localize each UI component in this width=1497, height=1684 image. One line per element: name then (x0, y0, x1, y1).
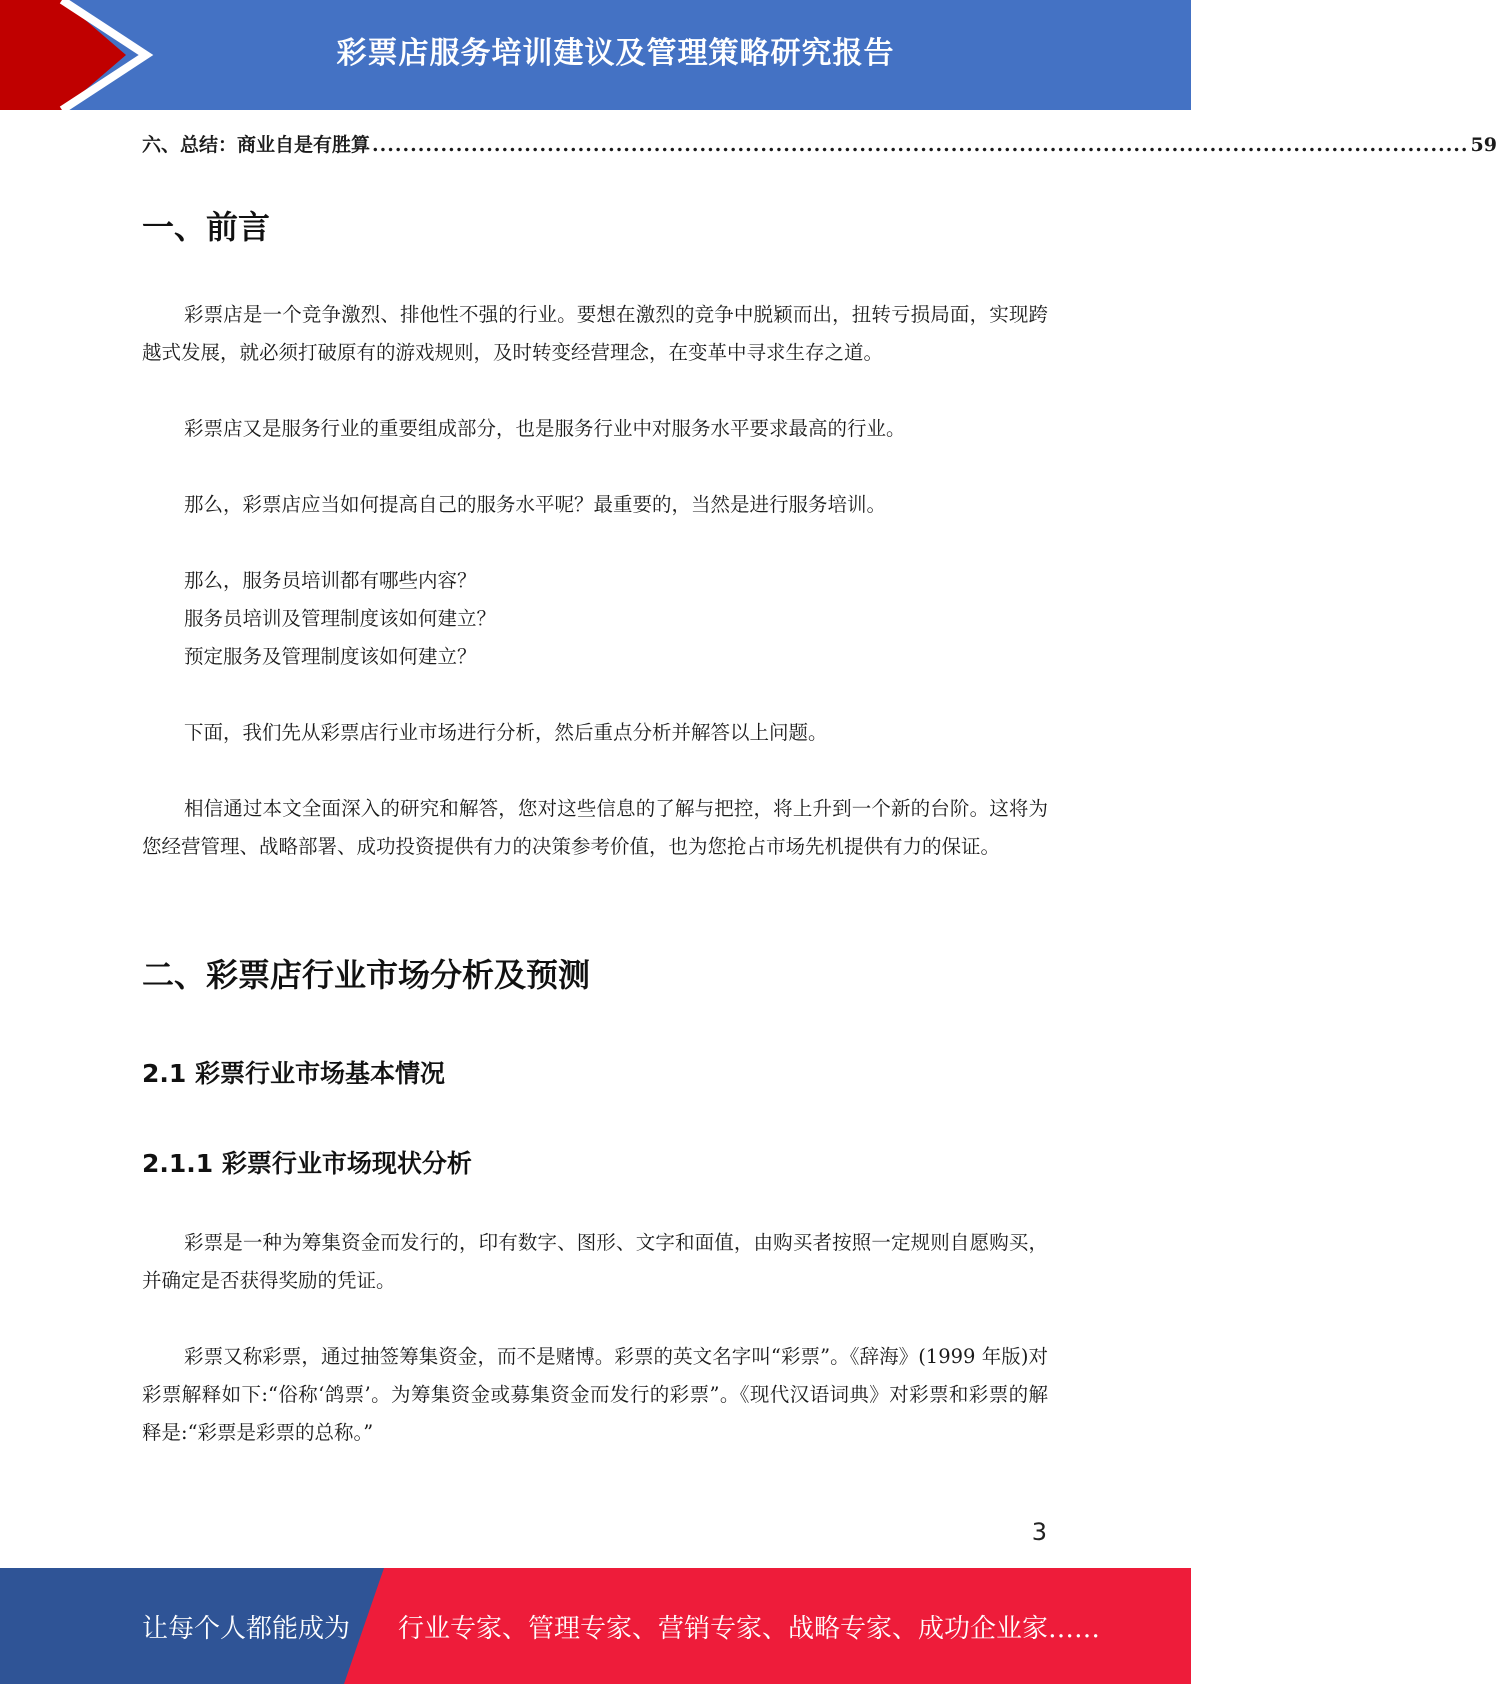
paragraph: 彩票店是一个竞争激烈、排他性不强的行业。要想在激烈的竞争中脱颖而出，扭转亏损局面，实现跨越式发展，就必须打破原有的游戏规则，及时转变经营理念，在变革中寻求生存之道。 (142, 303, 1048, 364)
subsubsection-heading: 2.1.1 彩票行业市场现状分析 (142, 1149, 472, 1178)
question-line: 那么，服务员培训都有哪些内容？ (184, 569, 477, 592)
toc-page-number: 59 (1470, 134, 1497, 156)
section-heading-market-analysis: 二、彩票店行业市场分析及预测 (142, 956, 591, 994)
paragraph: 那么，彩票店应当如何提高自己的服务水平呢？最重要的，当然是进行服务培训。 (184, 493, 887, 516)
question-line: 服务员培训及管理制度该如何建立？ (184, 607, 497, 630)
toc-entry[interactable] (142, 130, 1497, 157)
toc-leader-dots: ................................................................................................................................................ (372, 134, 1469, 156)
paragraph: 相信通过本文全面深入的研究和解答，您对这些信息的了解与把控，将上升到一个新的台阶。这将为您经营管理、战略部署、成功投资提供有力的决策参考价值，也为您抢占市场先机提供有力的保证。 (142, 797, 1048, 858)
toc-entry-label: 六、总结：商业自是有胜算 (142, 134, 371, 156)
section-heading-preface: 一、前言 (142, 208, 271, 246)
footer-slogan-left: 让每个人都能成为 (142, 1613, 351, 1644)
page-header (0, 0, 1191, 110)
subsection-heading: 2.1 彩票行业市场基本情况 (142, 1059, 445, 1088)
paragraph: 彩票店又是服务行业的重要组成部分，也是服务行业中对服务水平要求最高的行业。 (184, 417, 906, 440)
report-title: 彩票店服务培训建议及管理策略研究报告 (336, 36, 895, 71)
paragraph: 彩票是一种为筹集资金而发行的，印有数字、图形、文字和面值，由购买者按照一定规则自愿购买，并确定是否获得奖励的凭证。 (142, 1231, 1048, 1292)
question-line: 预定服务及管理制度该如何建立？ (184, 645, 477, 668)
page-number: 3 (1031, 1518, 1047, 1546)
page-footer (0, 1568, 1191, 1684)
paragraph: 彩票又称彩票，通过抽签筹集资金，而不是赌博。彩票的英文名字叫“彩票”。《辞海》(1999 年版)对彩票解释如下:“俗称‘鸽票’。为筹集资金或募集资金而发行的彩票”。《现代汉语词典》对彩票和彩票的解释是:“彩票是彩票的总称。” (142, 1345, 1048, 1444)
paragraph: 下面，我们先从彩票店行业市场进行分析，然后重点分析并解答以上问题。 (184, 721, 828, 744)
footer-slogan-right: 行业专家、管理专家、营销专家、战略专家、成功企业家…… (398, 1613, 1101, 1644)
